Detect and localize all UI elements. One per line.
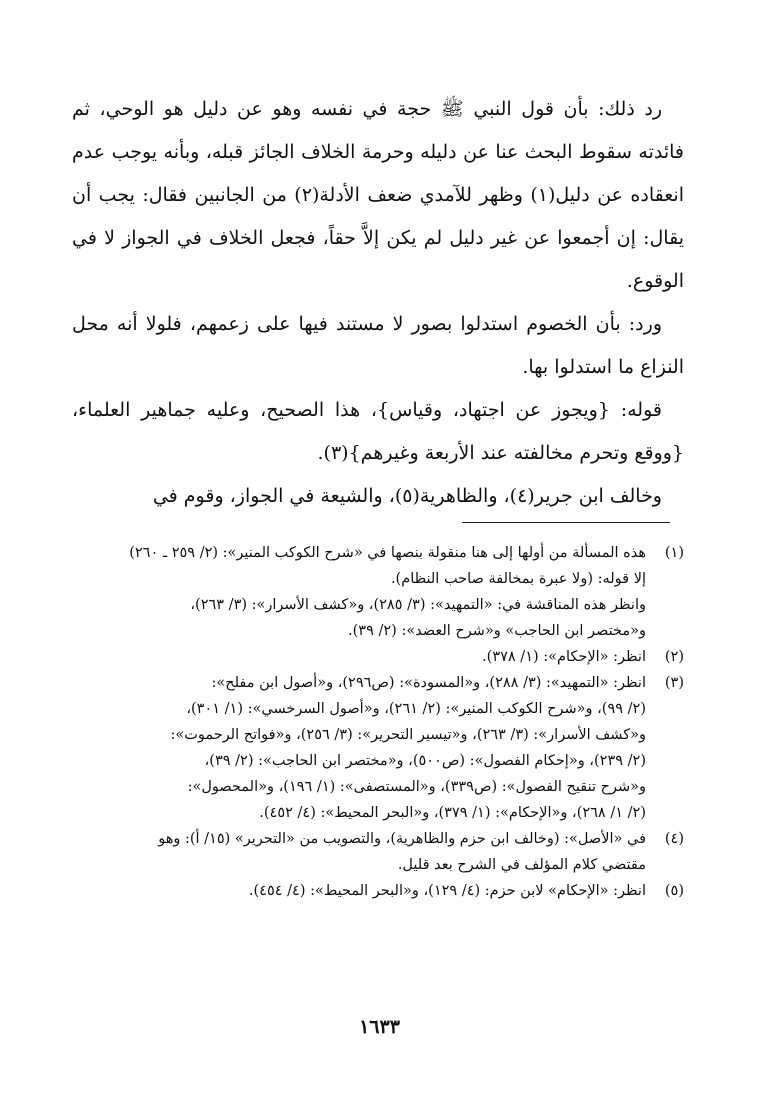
footnote-line: هذه المسألة من أولها إلى هنا منقولة بنصها في «شرح الكوكب المنير»: (٢/ ٢٥٩ ـ ٢٦٠) [129,545,646,561]
footnote-separator [462,522,670,523]
footnote-body [64,670,646,826]
footnote-line: إلا قوله: (ولا عبرة بمخالفة صاحب النظام). [390,571,646,587]
footnote-number: (٤) [664,831,684,847]
footnote-line: و«كشف الأسرار»: (٣/ ٢٦٣)، و«تيسير التحرير»: (٣/ ٢٥٦)، و«فواتح الرحموت»: [170,727,646,743]
footnote-line: (٢/ ٢٣٩)، و«إحكام الفصول»: (ص٥٠٠)، و«مختصر ابن الحاجب»: (٢/ ٣٩)، [204,753,646,769]
paragraph-3: قوله: {ويجوز عن اجتهاد، وقياس}، هذا الصحيح، وعليه جماهير العلماء، {ووقع وتحرم مخالفته عند الأربعة وغيرهم}(٣). [72,399,684,464]
footnote-number: (٣) [664,675,684,691]
footnote-line: مقتضي كلام المؤلف في الشرح بعد قليل. [397,857,646,873]
footnote-line: و«مختصر ابن الحاجب» و«شرح العضد»: (٢/ ٣٩). [348,623,646,639]
footnote-line: و«شرح تنقيح الفصول»: (ص٣٣٩)، و«المستصفى»: (١/ ١٩٦)، و«المحصول»: [187,779,646,795]
footnote-line: في «الأصل»: (وخالف ابن حزم والظاهرية)، والتصويب من «التحرير» (١٥/ أ): وهو [158,831,646,847]
footnote-body [64,878,646,904]
footnote-line: (٢/ ٩٩)، و«شرح الكوكب المنير»: (٢/ ٢٦١)، و«أصول السرخسي»: (١/ ٣٠١)، [186,701,646,717]
footnotes [64,540,684,904]
footnote-line: وانظر هذه المناقشة في: «التمهيد»: (٣/ ٢٨٥)، و«كشف الأسرار»: (٣/ ٢٦٣)، [190,597,646,613]
paragraph-2: ورد: بأن الخصوم استدلوا بصور لا مستند فيها على زعمهم، فلولا أنه محل النزاع ما استدلوا بها. [72,313,684,378]
footnote-2 [64,644,684,670]
footnote-body [64,644,646,670]
main-text [72,88,684,518]
footnote-line: انظر: «الإحكام» لابن حزم: (٤/ ١٢٩)، و«البحر المحيط»: (٤/ ٤٥٤). [248,883,646,899]
footnote-body [64,826,646,878]
footnote-line: انظر: «الإحكام»: (١/ ٣٧٨). [482,649,646,665]
footnote-1 [64,540,684,644]
footnote-4 [64,826,684,878]
footnote-5 [64,878,684,904]
footnote-line: انظر: «التمهيد»: (٣/ ٢٨٨)، و«المسودة»: (ص٢٩٦)، و«أصول ابن مفلح»: [211,675,646,691]
footnote-line: (٢/ ١/ ٢٦٨)، و«الإحكام»: (١/ ٣٧٩)، و«البحر المحيط»: (٤/ ٤٥٢). [259,805,646,821]
footnote-number: (١) [664,545,684,561]
footnote-number: (٥) [664,883,684,899]
paragraph-1: رد ذلك: بأن قول النبي ﷺ حجة في نفسه وهو عن دليل هو الوحي، ثم فائدته سقوط البحث عنا عن دليله وحرمة الخلاف الجائز قبله، وبأنه يوجب عدم انعقاده عن دليل(١) وظهر للآمدي ضعف الأدلة(٢) من الجانبين فقال: يجب أن يقال: إن أجمعوا عن غير دليل لم يكن إلاَّ حقاً، فجعل الخلاف في الجواز لا في الوقوع. [72,98,684,292]
footnote-3 [64,670,684,826]
footnote-body [64,540,646,644]
footnote-number: (٢) [664,649,684,665]
paragraph-4: وخالف ابن جرير(٤)، والظاهرية(٥)، والشيعة في الجواز، وقوم في [152,485,662,507]
page-number: ١٦٣٣ [359,1016,400,1038]
